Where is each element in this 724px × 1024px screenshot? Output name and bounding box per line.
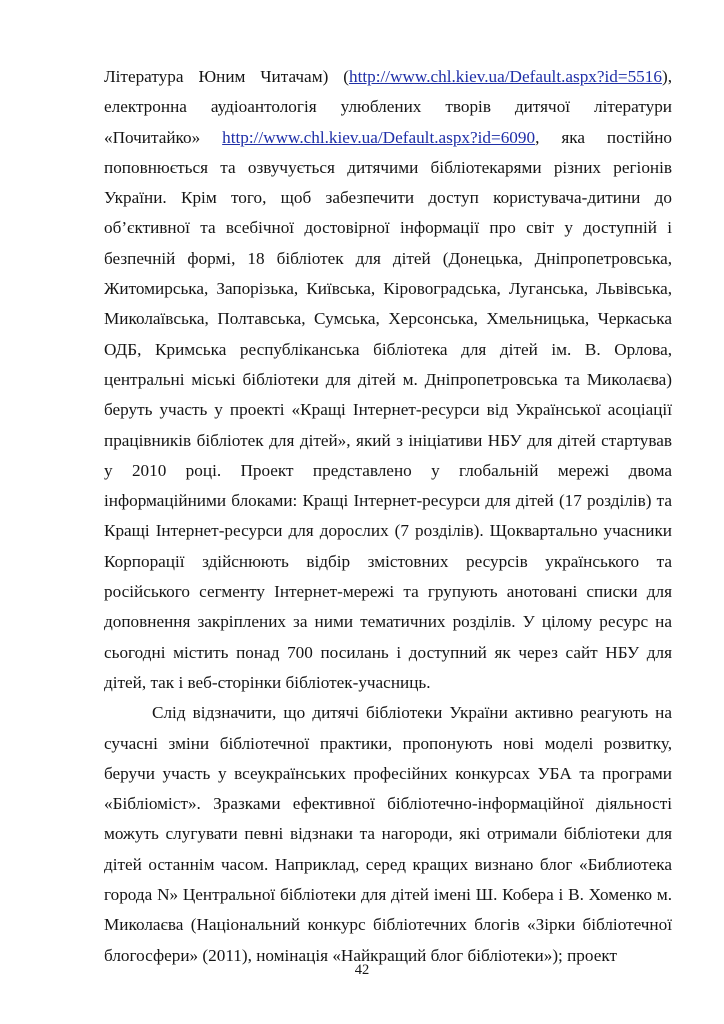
paragraph-1-middle: ), електронна аудіоантологія улюблених творів дитячої літератури «Почитайко»	[104, 67, 672, 147]
paragraph-1-end: , яка постійно поповнюється та озвучується дитячими бібліотекарями різних регіонів України. Крім того, щоб забезпечити доступ користувача-дитини до об’єктивної та всебічної достовірної інформації про світ у доступній і безпечній формі, 18 бібліотек для дітей (Донецька, Дніпропетровська, Житомирська, Запорізька, Київська, Кіровоградська, Луганська, Львівська, Миколаївська, Полтавська, Сумська, Херсонська, Хмельницька, Черкаська ОДБ, Кримська республіканська бібліотека для дітей ім. В. Орлова, центральні міські бібліотеки для дітей м. Дніпропетровська та Миколаєва) беруть участь у проекті «Кращі Інтернет-ресурси від Української асоціації працівників бібліотек для дітей», який з ініціативи НБУ для дітей стартував у 2010 році. Проект представлено у глобальній мережі двома інформаційними блоками: Кращі Інтернет-ресурси для дітей (17 розділів) та Кращі Інтернет-ресурси для дорослих (7 розділів). Щоквартально учасники Корпорації здійснюють відбір змістовних ресурсів українського та російського сегменту Інтернет-мережі та групують анотовані списки для доповнення закріплених за ними тематичних розділів. У цілому ресурс на сьогодні містить понад 700 посилань і доступний як через сайт НБУ для дітей, так і веб-сторінки бібліотек-учасниць.	[104, 127, 672, 692]
link-chl-6090[interactable]: http://www.chl.kiev.ua/Default.aspx?id=6090	[222, 127, 536, 147]
body-text	[104, 62, 672, 971]
paragraph-1	[104, 62, 672, 698]
link-chl-5516[interactable]: http://www.chl.kiev.ua/Default.aspx?id=5516	[349, 67, 662, 86]
paragraph-2: Слід відзначити, що дитячі бібліотеки України активно реагують на сучасні зміни бібліотечної практики, пропонують нові моделі розвитку, беручи участь у всеукраїнських професійних конкурсах УБА та програми «Бібліоміст». Зразками ефективної бібліотечно-інформаційної діяльності можуть слугувати певні відзнаки та нагороди, які отримали бібліотеки для дітей останнім часом. Наприклад, серед кращих визнано блог «Библиотека города N» Центральної бібліотеки для дітей імені Ш. Кобера і В. Хоменко м. Миколаєва (Національний конкурс бібліотечних блогів «Зірки бібліотечної блогосфери» (2011), номінація «Найкращий блог бібліотеки»); проект	[104, 703, 672, 965]
page-number: 42	[354, 962, 370, 978]
paragraph-1-start: Література Юним Читачам) (	[104, 67, 350, 86]
